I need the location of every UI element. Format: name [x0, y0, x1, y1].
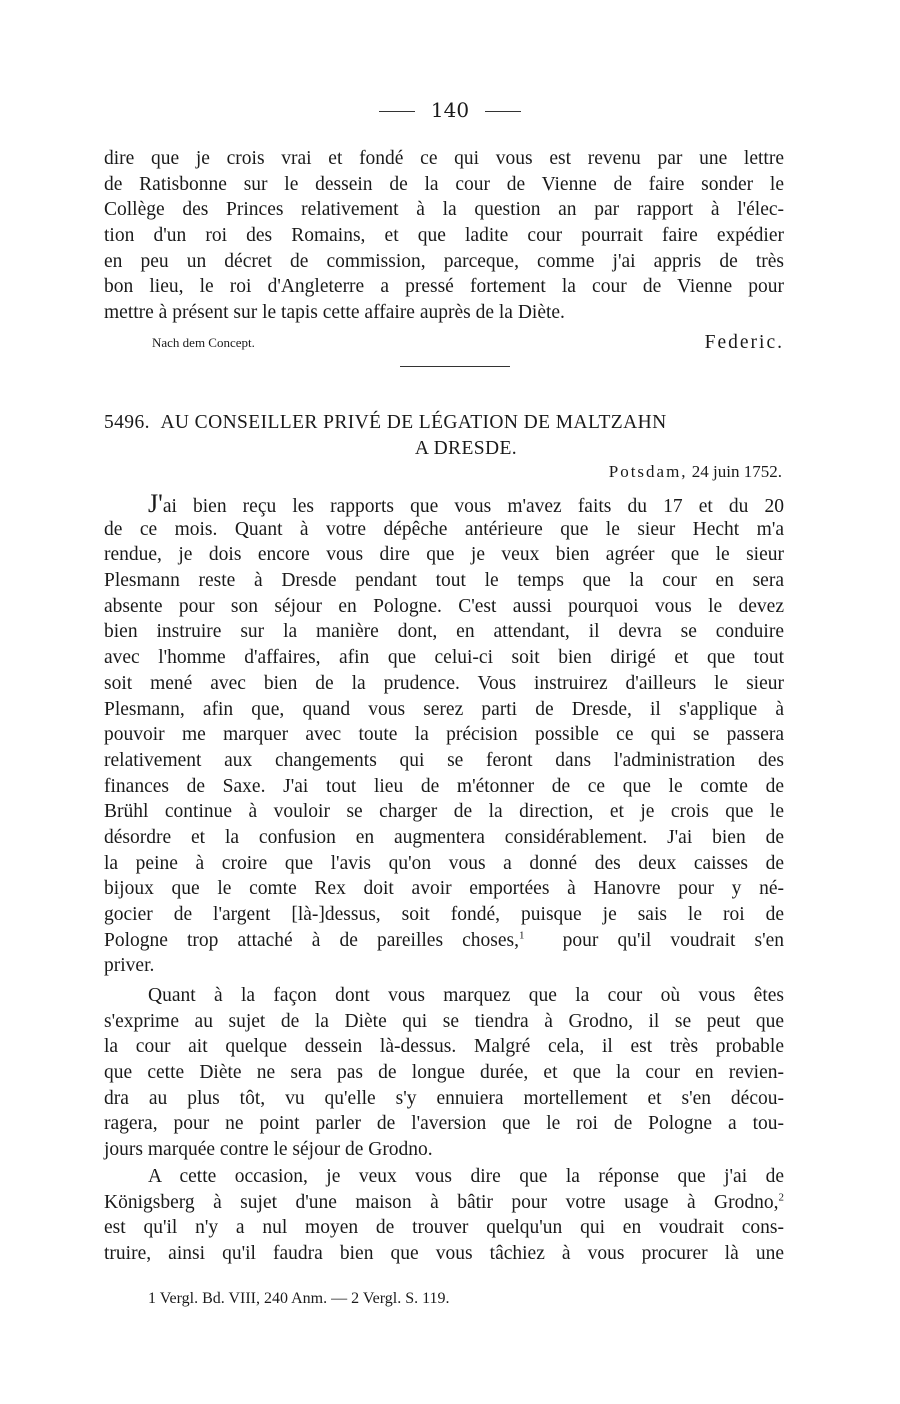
text-line: dire que je crois vrai et fondé ce qui vous est revenu par une lettre	[104, 148, 784, 169]
text-line: avec l'homme d'affaires, afin que celui-ci soit bien dirigé et que tout	[104, 647, 784, 669]
text-line: A cette occasion, je veux vous dire que la réponse que j'ai de	[148, 1166, 784, 1187]
section-divider	[400, 366, 510, 367]
text-line: relativement aux changements qui se feront dans l'administration des	[104, 749, 784, 771]
text-line: Brühl continue à vouloir se charger de la direction, et je crois que le	[104, 801, 784, 823]
text-line: Quant à la façon dont vous marquez que la cour où vous êtes	[148, 985, 784, 1006]
footnote-ref-2: 2	[778, 1191, 784, 1204]
text-line: tion d'un roi des Romains, et que ladite cour pourrait faire expédier	[104, 225, 784, 247]
text-line: s'exprime au sujet de la Diète qui se tiendra à Grodno, il se peut que	[104, 1010, 784, 1032]
page-number: 140	[430, 98, 470, 122]
footnotes: 1 Vergl. Bd. VIII, 240 Anm. — 2 Vergl. S. 119.	[148, 1290, 450, 1307]
text-line: mettre à présent sur le tapis cette affaire auprès de la Diète.	[104, 302, 565, 324]
text-line: Plesmann, afin que, quand vous serez parti de Dresde, il s'applique à	[104, 698, 784, 720]
text-line: truire, ainsi qu'il faudra bien que vous tâchiez à vous procurer là une	[104, 1243, 784, 1265]
header-rule-right	[485, 111, 521, 112]
continuation-paragraph	[104, 146, 784, 326]
text-line: soit mené avec bien de la prudence. Vous instruirez d'ailleurs le sieur	[104, 672, 784, 694]
letter-paragraph-1	[104, 491, 784, 979]
text-line: bijoux que le comte Rex doit avoir emportées à Hanovre pour y né-	[104, 878, 784, 900]
text-line: que cette Diète ne sera pas de longue durée, et que la cour en revien-	[104, 1062, 784, 1084]
text-line: Collège des Princes relativement à la question an par rapport à l'élec-	[104, 199, 784, 221]
text-line: priver.	[104, 955, 155, 977]
signature: Federic.	[704, 332, 784, 353]
text-line-with-note	[104, 928, 784, 954]
text-line: désordre et la confusion en augmentera considérablement. J'ai bien de	[104, 826, 784, 848]
signature-row	[104, 332, 784, 358]
letter-recipient: AU CONSEILLER PRIVÉ DE LÉGATION DE MALTZAHN	[160, 412, 667, 433]
text-line: de ce mois. Quant à votre dépêche antérieure que le sieur Hecht m'a	[104, 518, 784, 540]
dateline	[609, 462, 782, 482]
letter-paragraph-3	[104, 1164, 784, 1267]
header-rule-left	[379, 111, 415, 112]
text-line: bien instruire sur la manière dont, en attendant, il devra se conduire	[104, 621, 784, 643]
text-line: la peine à croire que l'avis qu'on vous a donné des deux caisses de	[104, 852, 784, 874]
text-line: ragera, pour ne point parler de l'aversion que le roi de Pologne a tou-	[104, 1113, 784, 1135]
text-line: la cour ait quelque dessein là-dessus. Malgré cela, il est très probable	[104, 1036, 784, 1058]
text-line: est qu'il n'y a nul moyen de trouver quelqu'un qui en voudrait cons-	[104, 1217, 784, 1239]
text-line: rendue, je dois encore vous dire que je veux bien agréer que le sieur	[104, 544, 784, 566]
text-line-tail: pour qu'il voudrait s'en	[562, 929, 784, 951]
letter-destination: A DRESDE.	[414, 438, 518, 459]
text-line: Königsberg à sujet d'une maison à bâtir pour votre usage à Grodno,	[104, 1191, 779, 1213]
text-line: gocier de l'argent [là-]dessus, soit fondé, puisque je sais le roi de	[104, 904, 784, 925]
text-line: en peu un décret de commission, parceque, comme j'ai appris de très	[104, 250, 784, 272]
text-line: jours marquée contre le séjour de Grodno.	[104, 1139, 433, 1161]
text-line: absente pour son séjour en Pologne. C'est aussi pourquoi vous le devez	[104, 595, 784, 617]
text-line: finances de Saxe. J'ai tout lieu de m'étonner de ce que le comte de	[104, 775, 784, 797]
text-line: J'ai bien reçu les rapports que vous m'avez faits du 17 et du 20	[148, 489, 784, 518]
text-line: de Ratisbonne sur le dessein de la cour de Vienne de faire sonder le	[104, 173, 784, 195]
footnote-ref-1: 1	[519, 929, 525, 942]
text-line: dra au plus tôt, vu qu'elle s'y ennuiera mortellement et s'en décou-	[104, 1087, 784, 1109]
text-line: Plesmann reste à Dresde pendant tout le temps que la cour en sera	[104, 570, 784, 592]
text-line-with-note	[104, 1190, 784, 1216]
text-line: bon lieu, le roi d'Angleterre a pressé fortement la cour de Vienne pour	[104, 276, 784, 298]
dateline-date: 24 juin 1752.	[691, 462, 782, 481]
source-note: Nach dem Concept.	[152, 335, 255, 350]
letter-heading	[104, 410, 788, 462]
dateline-place: Potsdam,	[608, 462, 688, 481]
page-header	[0, 98, 900, 122]
letter-paragraph-2	[104, 983, 784, 1163]
text-line: pouvoir me marquer avec toute la précision possible ce qui se passera	[104, 724, 784, 746]
text-line: Pologne trop attaché à de pareilles choses,	[104, 929, 519, 951]
letter-number: 5496.	[104, 412, 150, 433]
